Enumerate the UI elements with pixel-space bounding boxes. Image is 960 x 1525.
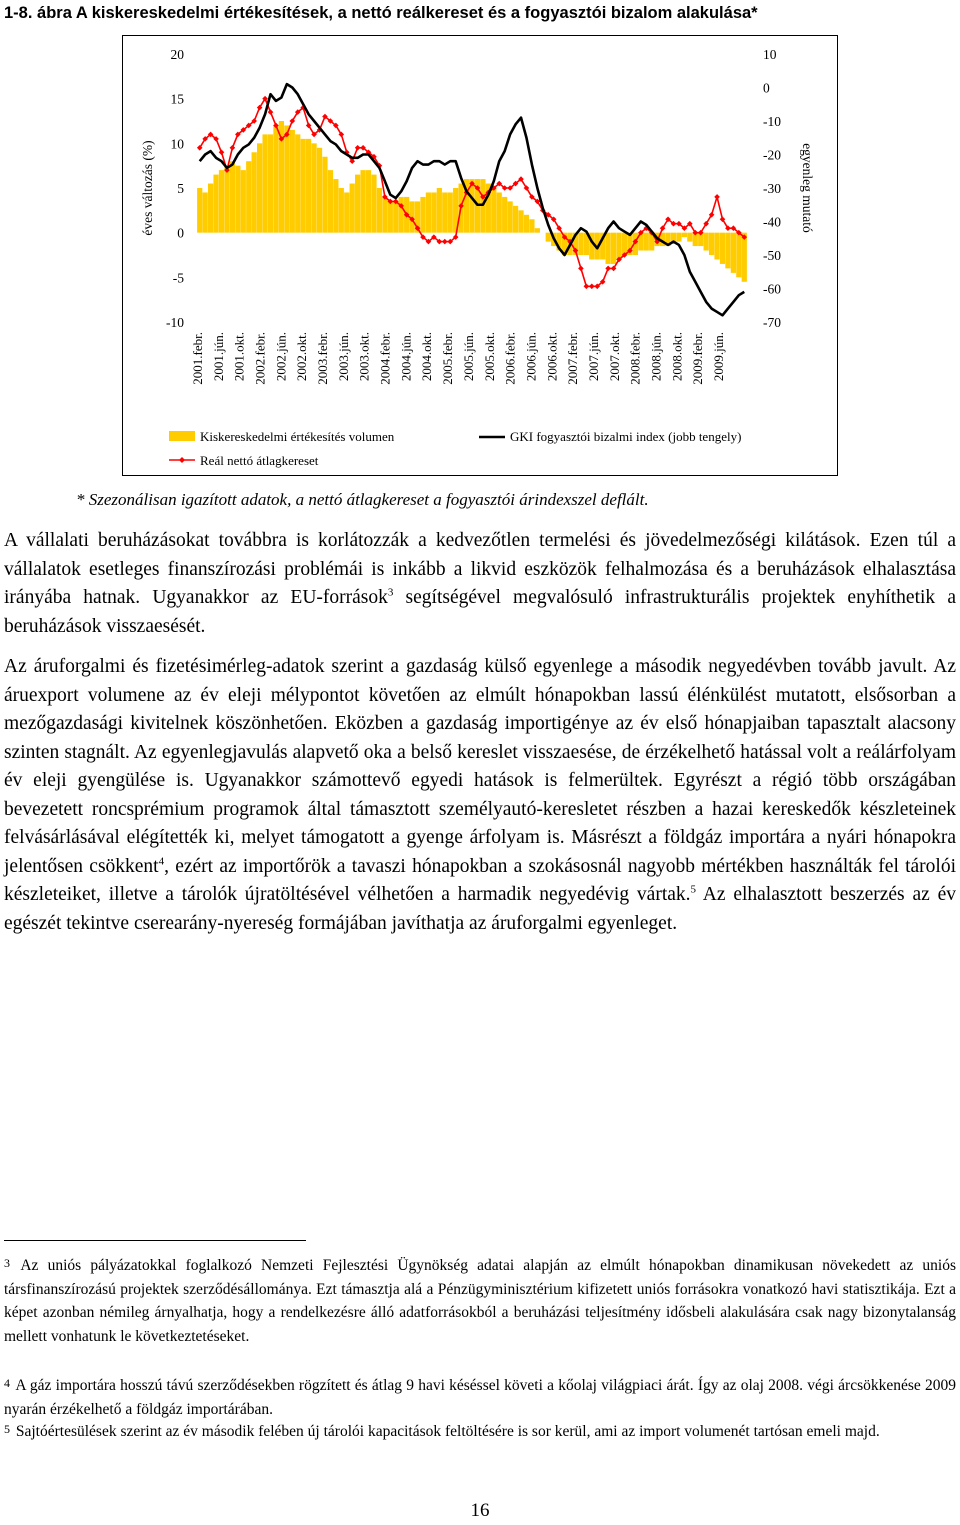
bar-retail-61 — [529, 219, 534, 232]
bar-retail-99 — [736, 233, 741, 278]
marker-real-wage-45 — [442, 239, 448, 245]
x-tick-label-11: 2004.okt. — [419, 332, 435, 382]
paragraph-2-text-b: , ezért az importőrök a tavaszi hónapokban a szokásosnál nagyobb mértékben használták fel tárolói készleteiket, illetve a tárolók újratöltésével vélhetően a harmadik negyedévig vártak. — [4, 855, 957, 905]
y-tick-label-0: 20 — [170, 47, 184, 62]
y2-tick-label-7: -60 — [763, 281, 781, 297]
bar-retail-77 — [616, 233, 621, 260]
footnote-4-text: A gáz importára hosszú távú szerződésekben rögzített és átlag 9 havi késéssel követi a kőolaj világpiaci árát. Így az olaj 2008. végi árcsökkenése 2009 nyarán érzékelhető a földgáz importárában. — [4, 1377, 956, 1418]
x-tick-label-18: 2007.febr. — [565, 332, 581, 385]
bar-retail-100 — [742, 233, 747, 282]
bar-retail-76 — [611, 233, 616, 264]
bar-retail-54 — [491, 188, 496, 233]
x-tick-label-24: 2009.febr. — [690, 332, 706, 385]
bar-retail-43 — [431, 192, 436, 232]
bar-retail-14 — [273, 125, 278, 232]
bar-retail-57 — [508, 201, 513, 232]
marker-real-wage-71 — [584, 283, 590, 289]
chart — [123, 36, 837, 475]
bar-retail-33 — [377, 188, 382, 233]
y2-tick-label-5: -40 — [763, 214, 781, 230]
bar-retail-12 — [262, 134, 267, 232]
bar-retail-44 — [437, 188, 442, 233]
marker-real-wage-13 — [268, 109, 274, 115]
paragraph-2-text-a: Az áruforgalmi és fizetésimérleg-adatok szerint a gazdaság külső egyenlege a második negyedévben tovább javult. Az áruexport volumene az év eleji mélypontot követően az elmúlt hónapokban lassú élénkülést mutatott, elsősorban a mezőgazdasági kivitelnek köszönhetően. Eközben a gazdaság importigénye az év első hónapjaiban tapasztalt alacsony szinten stagnált. Az egyenlegjavulás alapvető oka a belső kereslet visszaesése, de érzékelhető hatással volt a reálárfolyam év eleji gyengülése is. Ugyanakkor számottevő egyedi hatások is felmerültek. Egyrészt a régió több országában bevezetett roncsprémium programok által támasztott személyautó-keresletet részben a hazai kereskedők készleteinek felvásárlásával elégítették ki, melyet támogatott a gyenge árfolyam is. Másrészt a földgáz importára a nyári hónapokra jelentősen csökkent — [4, 656, 956, 877]
y-tick-label-6: -10 — [166, 315, 184, 330]
bar-retail-6 — [230, 161, 235, 232]
y2-tick-label-0: 10 — [763, 47, 777, 62]
y-tick-label-1: 15 — [170, 91, 184, 107]
x-tick-label-23: 2008.okt. — [669, 332, 685, 382]
figure-title: 1-8. ábra A kiskereskedelmi értékesítések, a nettó reálkereset és a fogyasztói bizalom alakulása* — [4, 4, 758, 22]
marker-real-wage-4 — [219, 149, 225, 155]
bar-retail-59 — [518, 210, 523, 232]
bar-retail-82 — [644, 233, 649, 251]
bar-retail-16 — [284, 125, 289, 232]
paragraph-1-text: A vállalati beruházásokat továbbra is korlátozzák a kedvezőtlen termelési és jövedelmezőségi kilátások. Ezen túl a vállalatok esetleges finanszírozási problémái is inkább a likvid eszközök felhalmozása és a beruházások elhalasztása irányába hatnak. Ugyanakkor az EU-források — [4, 530, 956, 608]
bar-retail-18 — [295, 134, 300, 232]
marker-real-wage-70 — [578, 266, 584, 272]
x-tick-label-16: 2006.jún. — [523, 332, 539, 382]
x-tick-label-21: 2008.febr. — [627, 332, 643, 385]
bar-retail-20 — [306, 139, 311, 233]
x-tick-label-19: 2007.jún. — [586, 332, 601, 382]
bar-retail-88 — [676, 233, 681, 242]
bar-retail-78 — [622, 233, 627, 255]
chart-container — [122, 35, 838, 476]
y-tick-label-5: -5 — [172, 270, 184, 286]
x-tick-label-25: 2009.jún. — [711, 332, 726, 382]
bar-retail-98 — [731, 233, 736, 273]
paragraph-1-end: segítségével megvalósuló infrastrukturális projektek enyhíthetik a beruházások visszaesését. — [4, 587, 956, 637]
y2-axis-title: egyenleg mutató — [800, 143, 815, 233]
footnote-5-text: Sajtóértesülések szerint az év második felében új tárolói kapacitások feltöltésére is sor kerül, ami az import volumenét tartósan emeli majd. — [12, 1423, 880, 1440]
footnote-3-text: Az uniós pályázatokkal foglalkozó Nemzeti Fejlesztési Ügynökség adatai alapján az elmúlt hónapokban dinamikusan növekedett az uniós társfinanszírozású projektek szerződésállománya. Ezt támasztja alá a Pénzügyminisztérium kifizetett uniós forrásokra vonatkozó havi statisztikája. Ezt a képet azonban némileg árnyalhatja, hogy a rendelkezésre álló adatforrásokból a beruházási teljesítmény idősbeli alakulására csak nagy bizonytalanság mellett vonhatunk le következtetéseket. — [4, 1257, 956, 1345]
x-tick-label-20: 2007.okt. — [606, 332, 622, 382]
x-tick-label-1: 2001.jún. — [210, 332, 226, 382]
paragraph-2 — [4, 653, 956, 938]
bar-retail-60 — [524, 215, 529, 233]
legend-label-retail: Kiskereskedelmi értékesítés volumen — [200, 429, 395, 444]
bar-retail-28 — [350, 184, 355, 233]
marker-real-wage-75 — [605, 266, 611, 272]
marker-real-wage-29 — [355, 145, 361, 151]
bar-retail-17 — [290, 130, 295, 233]
bar-retail-26 — [339, 188, 344, 233]
footnote-5 — [4, 1420, 956, 1444]
x-tick-label-0: 2001.febr. — [190, 332, 205, 385]
bar-retail-32 — [371, 175, 376, 233]
bar-retail-11 — [257, 143, 262, 232]
bar-retail-9 — [246, 161, 251, 232]
y2-tick-label-4: -30 — [763, 181, 781, 196]
x-tick-label-6: 2003.febr. — [315, 332, 330, 385]
bar-retail-87 — [671, 233, 676, 242]
x-tick-label-4: 2002.jún. — [273, 332, 289, 382]
bar-retail-93 — [704, 233, 709, 251]
bar-retail-21 — [311, 143, 316, 232]
x-tick-label-22: 2008.jún. — [648, 332, 664, 382]
marker-real-wage-95 — [714, 194, 720, 200]
y-tick-label-4: 0 — [177, 225, 184, 241]
bar-retail-64 — [546, 233, 551, 242]
bar-retail-42 — [426, 192, 431, 232]
bar-retail-2 — [208, 184, 213, 233]
bar-retail-23 — [322, 157, 327, 233]
paragraph-2-text-c: Az elhalasztott beszerzés az év egészét tekintve cserearány-nyereség formájában javíthatja az áruforgalmi egyenleget. — [4, 884, 956, 934]
bar-retail-36 — [393, 201, 398, 232]
bar-retail-41 — [420, 197, 425, 233]
footnote-ref-4: 4 — [158, 855, 165, 867]
y2-tick-label-1: 0 — [763, 80, 770, 96]
bar-retail-4 — [219, 170, 224, 233]
bar-retail-56 — [502, 197, 507, 233]
bar-retail-90 — [687, 233, 692, 242]
bar-retail-89 — [682, 233, 687, 237]
bar-retail-5 — [224, 166, 229, 233]
legend-label-real-wage: Reál nettó átlagkereset — [200, 453, 319, 468]
marker-real-wage-72 — [589, 283, 595, 289]
bar-retail-45 — [442, 192, 447, 232]
paragraph-1 — [4, 527, 956, 641]
bar-retail-8 — [241, 170, 246, 233]
bar-retail-35 — [388, 201, 393, 232]
bar-retail-75 — [606, 233, 611, 264]
bar-retail-96 — [720, 233, 725, 264]
x-tick-label-9: 2004.febr. — [377, 332, 393, 385]
page-number: 16 — [470, 1500, 490, 1521]
x-tick-label-3: 2002.febr. — [252, 332, 268, 385]
x-tick-label-7: 2003.jún. — [335, 332, 351, 382]
footnote-ref-5: 5 — [690, 883, 697, 896]
bar-retail-97 — [725, 233, 730, 269]
footnote-separator — [4, 1240, 306, 1241]
bar-retail-31 — [366, 170, 371, 233]
footnote-4 — [4, 1374, 956, 1421]
bar-retail-3 — [213, 175, 218, 233]
y2-tick-label-8: -70 — [763, 315, 781, 330]
footnote-5-number: 5 — [4, 1422, 10, 1436]
bar-retail-13 — [268, 134, 273, 232]
y2-tick-label-2: -10 — [763, 114, 781, 129]
x-tick-label-15: 2006.febr. — [502, 332, 518, 385]
x-tick-label-12: 2005.febr. — [440, 332, 456, 385]
bar-retail-22 — [317, 148, 322, 233]
footnote-4-number: 4 — [4, 1376, 10, 1390]
x-tick-label-10: 2004.jún. — [398, 332, 414, 382]
legend-label-confidence: GKI fogyasztói bizalmi index (jobb tengely) — [510, 429, 742, 444]
bar-retail-37 — [399, 197, 404, 233]
bar-retail-94 — [709, 233, 714, 255]
bar-retail-27 — [344, 192, 349, 232]
x-tick-label-5: 2002.okt. — [294, 332, 310, 382]
figure-note: * Szezonálisan igazított adatok, a nettó átlagkereset a fogyasztói árindexszel deflált. — [76, 490, 649, 509]
bar-retail-10 — [252, 152, 257, 232]
legend-marker-real-wage — [179, 457, 185, 463]
bar-retail-25 — [333, 179, 338, 233]
bar-retail-0 — [197, 188, 202, 233]
bar-retail-29 — [355, 175, 360, 233]
bar-retail-46 — [448, 192, 453, 232]
bar-retail-55 — [497, 192, 502, 232]
legend-swatch-retail — [169, 431, 195, 441]
footnote-ref-3: 3 — [387, 586, 394, 599]
y-axis-title: éves változás (%) — [140, 140, 155, 236]
bar-retail-19 — [301, 139, 306, 233]
x-tick-label-8: 2003.okt. — [356, 332, 372, 382]
footnote-3 — [4, 1254, 956, 1348]
x-tick-label-14: 2005.okt. — [481, 332, 497, 382]
x-tick-label-13: 2005.jún. — [460, 332, 476, 382]
bar-retail-95 — [714, 233, 719, 260]
y2-tick-label-3: -20 — [763, 147, 781, 163]
x-tick-label-2: 2001.okt. — [231, 332, 247, 382]
bar-retail-24 — [328, 170, 333, 233]
bar-retail-62 — [535, 228, 540, 232]
footnote-3-number: 3 — [4, 1256, 10, 1270]
y-tick-label-3: 5 — [177, 181, 184, 196]
bar-retail-70 — [578, 233, 583, 255]
y-tick-label-2: 10 — [170, 136, 184, 152]
bar-retail-1 — [203, 192, 208, 232]
bar-retail-34 — [382, 197, 387, 233]
marker-real-wage-6 — [230, 145, 236, 151]
bar-retail-58 — [513, 206, 518, 233]
bar-retail-7 — [235, 166, 240, 233]
bar-retail-30 — [360, 170, 365, 233]
x-tick-label-17: 2006.okt. — [544, 332, 560, 382]
y2-tick-label-6: -50 — [763, 248, 781, 263]
